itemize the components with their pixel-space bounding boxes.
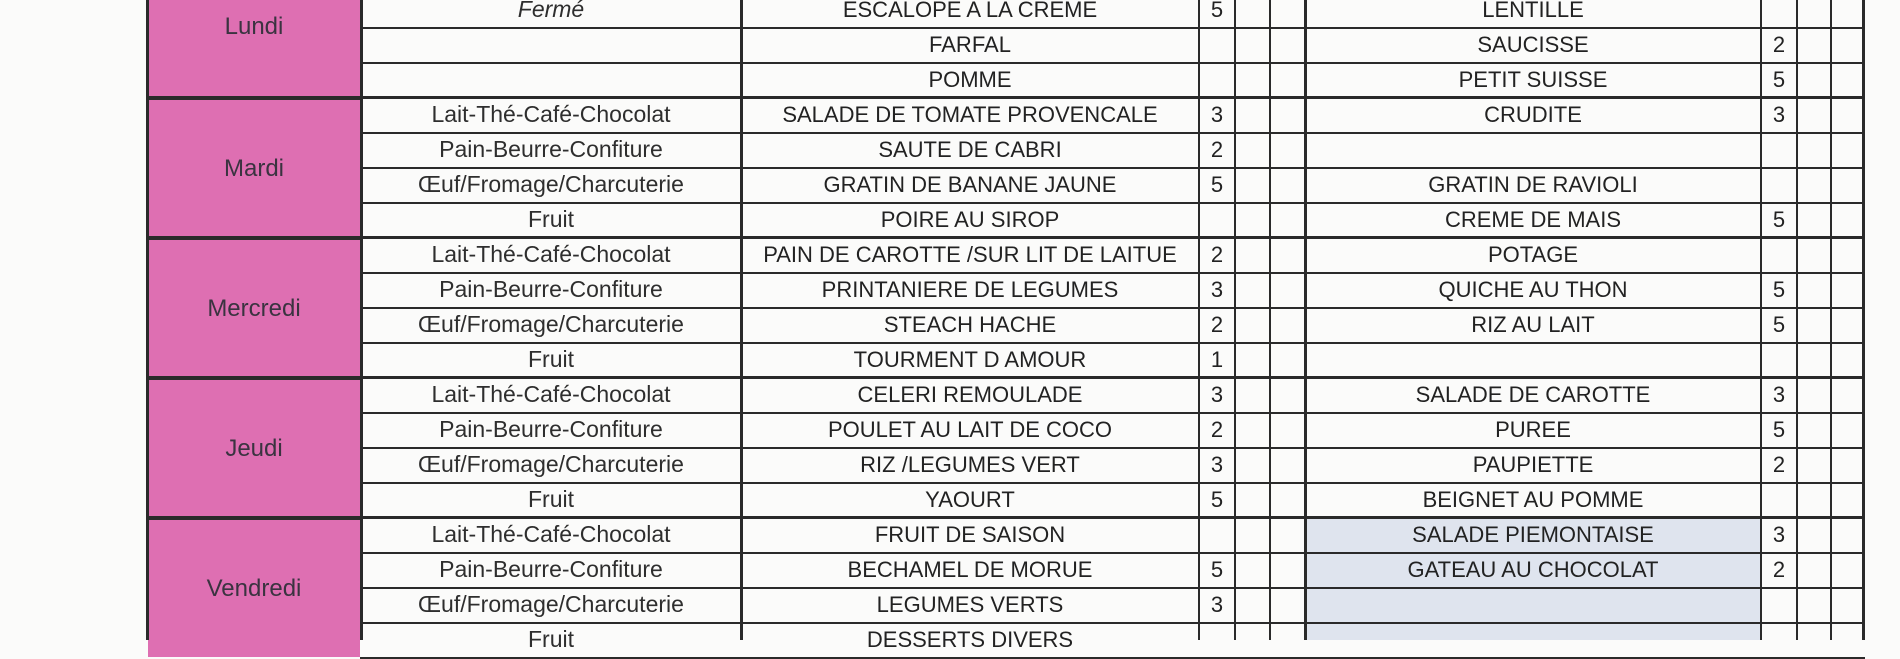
dinner-quantity: 2 [1772, 451, 1786, 477]
lunch-dish: ESCALOPE A LA CREME [842, 0, 1098, 22]
lunch-quantity: 2 [1210, 136, 1224, 162]
breakfast-item: Œuf/Fromage/Charcuterie [418, 311, 684, 337]
grid-horizontal-line [360, 587, 1865, 589]
lunch-dish: SALADE DE TOMATE PROVENCALE [782, 101, 1158, 127]
dinner-dish: BEIGNET AU POMME [1422, 486, 1644, 512]
lunch-dish: PRINTANIERE DE LEGUMES [821, 276, 1119, 302]
lunch-quantity: 1 [1210, 346, 1224, 372]
grid-horizontal-line [360, 272, 1865, 274]
dinner-dish [1306, 132, 1760, 167]
dinner-quantity: 5 [1772, 276, 1786, 302]
dinner-dish [1306, 587, 1760, 622]
lunch-quantity: 2 [1210, 416, 1224, 442]
grid-horizontal-line [360, 447, 1865, 449]
lunch-quantity: 3 [1210, 381, 1224, 407]
dinner-dish: SALADE PIEMONTAISE [1412, 521, 1654, 547]
day-cell: Mercredi [148, 237, 360, 377]
lunch-quantity [1200, 62, 1234, 97]
lunch-dish: BECHAMEL DE MORUE [847, 556, 1093, 582]
grid-horizontal-line [360, 132, 1865, 134]
dinner-dish: PETIT SUISSE [1458, 66, 1608, 92]
lunch-quantity: 5 [1210, 171, 1224, 197]
dinner-quantity [1762, 342, 1796, 377]
day-cell: Vendredi [148, 517, 360, 657]
breakfast-item: Fruit [528, 626, 574, 652]
lunch-dish: POULET AU LAIT DE COCO [827, 416, 1113, 442]
breakfast-closed-label: Fermé [517, 0, 585, 22]
grid-horizontal-line [360, 202, 1865, 204]
lunch-quantity: 2 [1210, 241, 1224, 267]
dinner-quantity [1762, 237, 1796, 272]
dinner-quantity: 2 [1772, 31, 1786, 57]
day-cell: Mardi [148, 97, 360, 237]
breakfast-item: Pain-Beurre-Confiture [439, 556, 663, 582]
breakfast-item: Pain-Beurre-Confiture [439, 276, 663, 302]
breakfast-item: Œuf/Fromage/Charcuterie [418, 591, 684, 617]
lunch-dish: YAOURT [925, 486, 1015, 512]
lunch-quantity [1200, 27, 1234, 62]
grid-horizontal-line [360, 622, 1865, 624]
lunch-quantity: 3 [1210, 591, 1224, 617]
dinner-quantity: 5 [1772, 311, 1786, 337]
grid-horizontal-line [146, 516, 1865, 519]
breakfast-item: Fruit [528, 346, 574, 372]
lunch-dish: STEACH HACHE [883, 311, 1057, 337]
breakfast-item: Œuf/Fromage/Charcuterie [418, 451, 684, 477]
breakfast-item: Fruit [528, 206, 574, 232]
grid-horizontal-line [360, 657, 1865, 659]
breakfast-item: Fruit [528, 486, 574, 512]
lunch-dish: SAUTE DE CABRI [878, 136, 1062, 162]
lunch-quantity: 3 [1210, 451, 1224, 477]
dinner-dish: SALADE DE CAROTTE [1415, 381, 1651, 407]
lunch-quantity: 3 [1210, 276, 1224, 302]
grid-horizontal-line [360, 167, 1865, 169]
lunch-quantity: 2 [1210, 311, 1224, 337]
lunch-dish: POIRE AU SIROP [880, 206, 1060, 232]
dinner-quantity: 5 [1772, 66, 1786, 92]
lunch-quantity: 3 [1210, 101, 1224, 127]
lunch-dish: RIZ /LEGUMES VERT [860, 451, 1080, 477]
grid-horizontal-line [360, 307, 1865, 309]
dinner-dish [1306, 342, 1760, 377]
dinner-quantity: 3 [1772, 521, 1786, 547]
lunch-dish: LEGUMES VERTS [876, 591, 1064, 617]
lunch-dish: PAIN DE CAROTTE /SUR LIT DE LAITUE [763, 241, 1177, 267]
dinner-quantity: 2 [1772, 556, 1786, 582]
dinner-quantity: 5 [1772, 206, 1786, 232]
dinner-dish: POTAGE [1487, 241, 1579, 267]
lunch-dish: POMME [928, 66, 1012, 92]
dinner-dish: RIZ AU LAIT [1471, 311, 1595, 337]
grid-horizontal-line [146, 236, 1865, 239]
dinner-dish: GRATIN DE RAVIOLI [1428, 171, 1638, 197]
dinner-quantity: 3 [1772, 101, 1786, 127]
breakfast-item: Lait-Thé-Café-Chocolat [431, 381, 671, 407]
lunch-quantity: 5 [1210, 486, 1224, 512]
day-cell: Jeudi [148, 377, 360, 517]
dinner-dish: PUREE [1495, 416, 1571, 442]
dinner-dish: SAUCISSE [1477, 31, 1589, 57]
dinner-dish: PAUPIETTE [1472, 451, 1594, 477]
lunch-dish: FRUIT DE SAISON [874, 521, 1066, 547]
grid-horizontal-line [360, 342, 1865, 344]
grid-horizontal-line [360, 552, 1865, 554]
grid-horizontal-line [360, 62, 1865, 64]
grid-horizontal-line [360, 482, 1865, 484]
lunch-quantity: 5 [1210, 0, 1224, 22]
dinner-quantity [1762, 167, 1796, 202]
dinner-quantity [1762, 0, 1796, 27]
dinner-dish: QUICHE AU THON [1438, 276, 1628, 302]
grid-horizontal-line [146, 376, 1865, 379]
dinner-dish: LENTILLE [1482, 0, 1584, 22]
dinner-dish: CREME DE MAIS [1444, 206, 1622, 232]
grid-horizontal-line [146, 96, 1865, 99]
breakfast-item: Pain-Beurre-Confiture [439, 416, 663, 442]
lunch-dish: GRATIN DE BANANE JAUNE [823, 171, 1117, 197]
dinner-quantity [1762, 587, 1796, 622]
lunch-quantity [1200, 517, 1234, 552]
dinner-dish: GATEAU AU CHOCOLAT [1407, 556, 1659, 582]
dinner-quantity: 3 [1772, 381, 1786, 407]
grid-horizontal-line [360, 27, 1865, 29]
dinner-quantity: 5 [1772, 416, 1786, 442]
dinner-quantity [1762, 482, 1796, 517]
lunch-dish: DESSERTS DIVERS [866, 626, 1074, 652]
breakfast-item: Pain-Beurre-Confiture [439, 136, 663, 162]
lunch-dish: FARFAL [929, 31, 1011, 57]
breakfast-item: Lait-Thé-Café-Chocolat [431, 521, 671, 547]
lunch-quantity: 5 [1210, 556, 1224, 582]
grid-horizontal-line [360, 412, 1865, 414]
lunch-dish: CELERI REMOULADE [857, 381, 1083, 407]
dinner-dish: CRUDITE [1484, 101, 1582, 127]
lunch-quantity [1200, 202, 1234, 237]
breakfast-item: Lait-Thé-Café-Chocolat [431, 241, 671, 267]
breakfast-item: Lait-Thé-Café-Chocolat [431, 101, 671, 127]
dinner-quantity [1762, 132, 1796, 167]
breakfast-item: Œuf/Fromage/Charcuterie [418, 171, 684, 197]
day-cell: Lundi [148, 0, 360, 97]
lunch-dish: TOURMENT D AMOUR [853, 346, 1087, 372]
